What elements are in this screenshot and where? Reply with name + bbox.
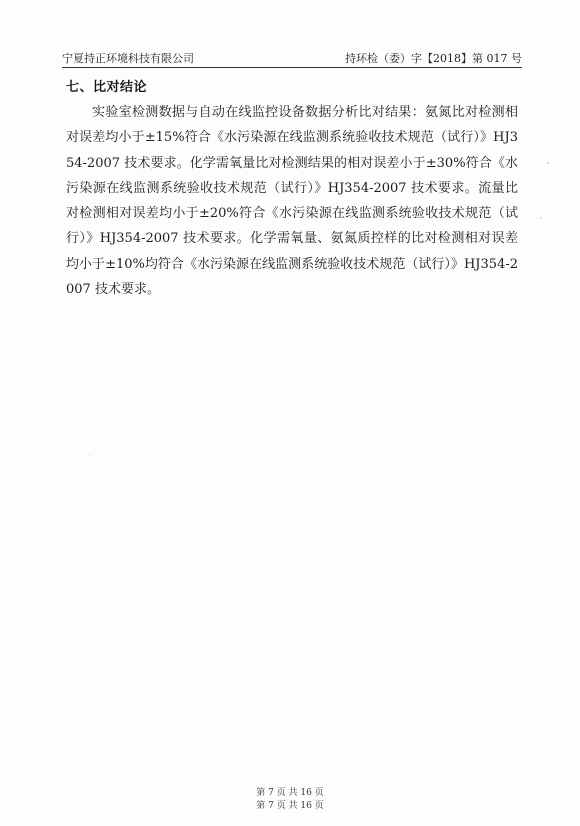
conclusion-paragraph: 实验室检测数据与自动在线监控设备数据分析比对结果：氨氮比对检测相对误差均小于±15%符合《水污染源在线监测系统验收技术规范（试行）》HJ354-2007 技术要求。化学需氧量比对检测结果的相对误差小于±30%符合《水污染源在线监测系统验收技术规范（试行）》HJ354-2007 技术要求。流量比对检测相对误差均小于±20%符合《水污染源在线监测系统验收技术规范（试行）》HJ354-2007 技术要求。化学需氧量、氨氮质控样的比对检测相对误差均小于±10%均符合《水污染源在线监测系统验收技术规范（试行）》HJ354-2007 技术要求。 (66, 105, 518, 298)
scan-speck (547, 162, 549, 164)
page-header (62, 50, 522, 66)
page-number: 第 7 页 共 16 页 (256, 788, 324, 798)
header-document-number: 持环检（委）字【2018】第 017 号 (345, 52, 522, 65)
scan-speck (90, 455, 91, 456)
header-company-name: 宁夏持正环境科技有限公司 (62, 52, 194, 65)
scan-speck (540, 217, 541, 218)
page-number-duplicate: 第 7 页 共 16 页 (256, 801, 324, 811)
header-divider (62, 67, 522, 68)
section-body (66, 100, 518, 302)
section-heading: 七、比对结论 (66, 80, 148, 95)
